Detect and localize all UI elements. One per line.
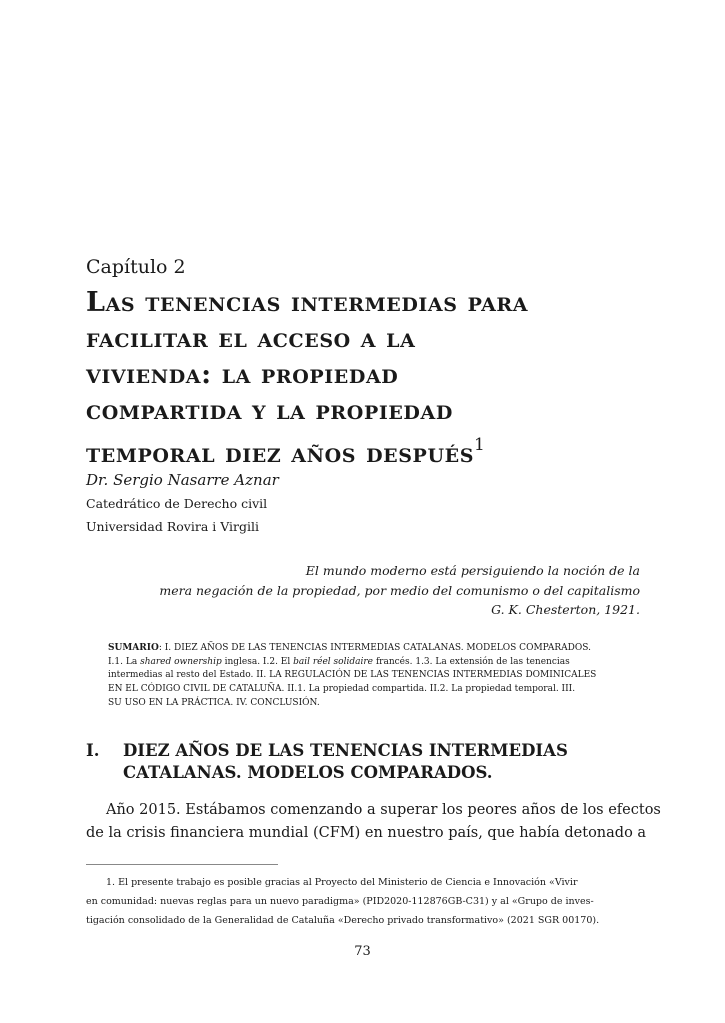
section-number: I. — [86, 741, 100, 760]
body-text — [86, 799, 661, 845]
footnote-line: en comunidad: nuevas reglas para un nuevo paradigma» (PID2020-112876GB-C31) y al «Grupo de inves- — [86, 896, 594, 907]
footnote-divider — [86, 864, 278, 865]
footnote-line: 1. El presente trabajo es posible gracias al Proyecto del Ministerio de Ciencia e Innovación «Vivir — [106, 877, 578, 888]
summary-line: I.1. La shared ownership inglesa. I.2. El bail réel solidaire francés. 1.3. La extensión de las tenencias — [108, 656, 570, 667]
title-line — [86, 429, 646, 472]
epigraph-attribution: G. K. Chesterton, 1921. — [491, 602, 640, 617]
section-title-line: DIEZ AÑOS DE LAS TENENCIAS INTERMEDIAS — [123, 741, 568, 760]
summary-label: SUMARIO — [108, 643, 159, 653]
section-title — [123, 740, 568, 784]
author-position: Catedrático de Derecho civil — [86, 496, 268, 511]
title-line: Las tenencias intermedias para — [86, 287, 529, 318]
epigraph-line: El mundo moderno está persiguiendo la noción de la — [305, 563, 640, 578]
epigraph — [120, 561, 640, 620]
summary-line: intermedias al resto del Estado. II. LA REGULACIÓN DE LAS TENENCIAS INTERMEDIAS DOMINICALES — [108, 670, 597, 681]
title-last-text: temporal diez años después — [86, 438, 475, 469]
title-line: compartida y la propiedad — [86, 395, 453, 426]
summary-line: SU USO EN LA PRÁCTICA. IV. CONCLUSIÓN. — [108, 697, 320, 708]
footnote-line: tigación consolidado de la Generalidad de Cataluña «Derecho privado transformativo» (2021 SGR 00170). — [86, 915, 600, 926]
body-line: Año 2015. Estábamos comenzando a superar los peores años de los efectos — [106, 802, 661, 818]
summary-text: : I. DIEZ AÑOS DE LAS TENENCIAS INTERMEDIAS CATALANAS. MODELOS COMPARADOS. — [158, 643, 591, 653]
body-line: de la crisis financiera mundial (CFM) en nuestro país, que había detonado a — [86, 825, 647, 841]
author-institution: Universidad Rovira i Virgili — [86, 519, 260, 534]
title-line: facilitar el acceso a la — [86, 323, 416, 354]
author-name: Dr. Sergio Nasarre Aznar — [86, 471, 279, 489]
footnote — [86, 873, 641, 930]
epigraph-line: mera negación de la propiedad, por medio del comunismo o del capitalismo — [159, 582, 640, 598]
summary-line: EN EL CÓDIGO CIVIL DE CATALUÑA. II.1. La propiedad compartida. II.2. La propiedad temporal. III. — [108, 684, 576, 695]
summary-line — [108, 642, 618, 656]
title-line: vivienda: la propiedad — [86, 359, 399, 390]
footnote-marker[interactable]: 1 — [474, 435, 486, 455]
summary-block — [108, 642, 618, 711]
page-number: 73 — [354, 944, 371, 959]
section-title-line: CATALANAS. MODELOS COMPARADOS. — [123, 763, 493, 782]
chapter-label: Capítulo 2 — [86, 256, 186, 278]
chapter-title — [86, 285, 646, 472]
